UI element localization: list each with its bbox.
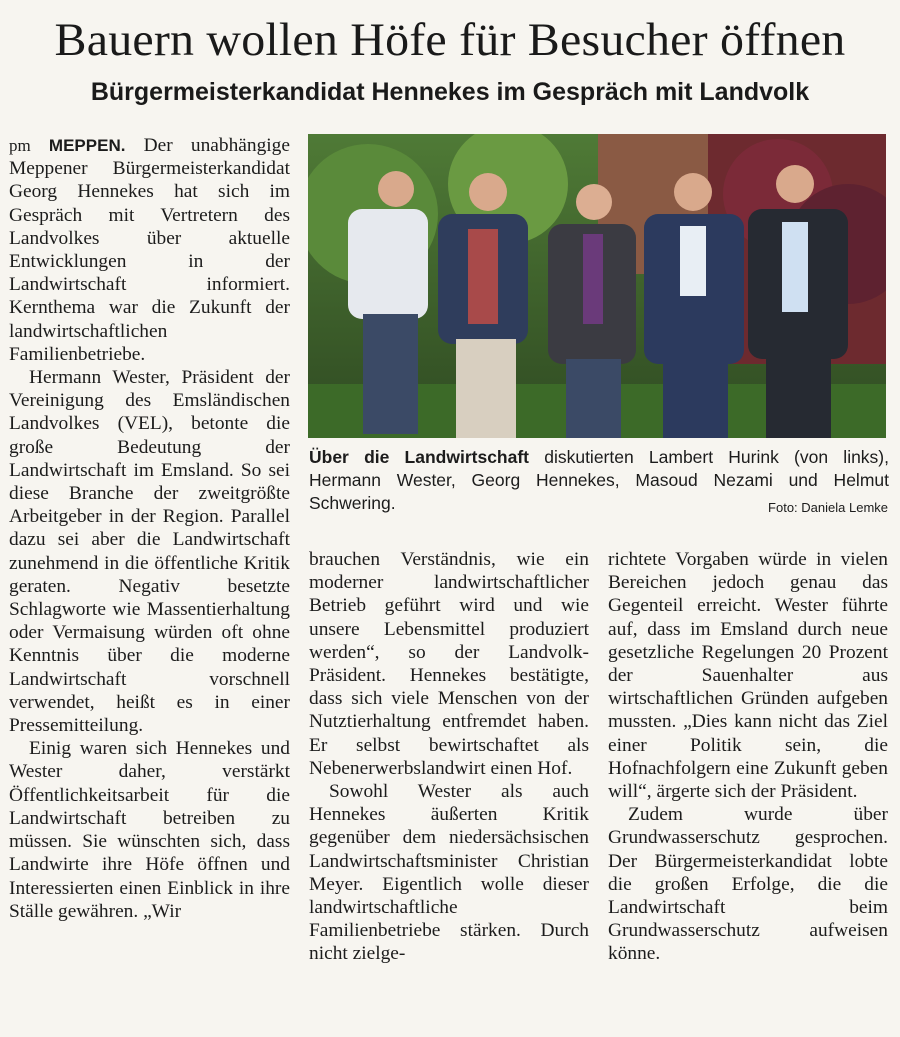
paragraph: Einig waren sich Hennekes und Wester daher, verstärkt Öffentlichkeitsarbeit für die Landwirtschaft betreiben zu müssen. Sie wünschten sich, dass Landwirte ihre Höfe öffnen und Interessierten einen Einblick in ihre Ställe gewähren. „Wir	[9, 738, 290, 922]
article-column-2	[309, 548, 589, 966]
subheadline: Bürgermeisterkandidat Hennekes im Gespräch mit Landvolk	[90, 78, 810, 106]
group-photo	[308, 134, 886, 438]
caption-text: diskutierten Lambert Hurink (von links), Hermann Wester, Georg Hennekes, Masoud Nezami und Helmut Schwering.	[309, 447, 889, 513]
paragraph	[9, 134, 290, 366]
headline: Bauern wollen Höfe für Besucher öffnen	[54, 14, 846, 66]
paragraph-text: Der unabhängige Meppener Bürgermeisterkandidat Georg Hennekes hat sich im Gespräch mit Vertretern des Landvolkes über aktuelle Entwicklungen in der Landwirtschaft informiert. Kernthema war die Zukunft der landwirtschaftlichen Familienbetriebe.	[9, 135, 290, 365]
author-initials: pm	[9, 136, 31, 155]
article-column-3	[608, 548, 888, 966]
paragraph: Hermann Wester, Präsident der Vereinigung des Emsländischen Landvolkes (VEL), betonte die große Bedeutung der Landwirtschaft im Emsland. So sei diese Branche der zweitgrößte Arbeitgeber in der Region. Parallel dazu sei aber die Landwirtschaft zunehmend in die öffentliche Kritik geraten. Negativ besetzte Schlagworte wie Massentierhaltung oder Vermaisung würden oft ohne Kenntnis über die moderne Landwirtschaft vorschnell verwendet, heißt es in einer Pressemitteilung.	[9, 367, 290, 737]
paragraph: Zudem wurde über Grundwasserschutz gesprochen. Der Bürgermeisterkandidat lobte die großen Erfolge, die die Landwirtschaft beim Grundwasserschutz aufweisen könne.	[608, 804, 888, 965]
paragraph: brauchen Verständnis, wie ein moderner landwirtschaftlicher Betrieb geführt wird und wie unsere Lebensmittel produziert werden“, so der Landvolk-Präsident. Hennekes bestätigte, dass sich viele Menschen von der Nutztierhaltung entfremdet haben. Er selbst bewirtschaftet als Nebenerwerbslandwirt einen Hof.	[309, 549, 589, 779]
paragraph: Sowohl Wester als auch Hennekes äußerten Kritik gegenüber dem niedersächsischen Landwirtschaftsminister Christian Meyer. Eigentlich wolle dieser landwirtschaftliche Familienbetriebe stärken. Durch nicht zielge-	[309, 781, 589, 965]
photo-credit: Foto: Daniela Lemke	[768, 500, 888, 515]
dateline: MEPPEN.	[48, 136, 126, 155]
paragraph: richtete Vorgaben würde in vielen Bereichen jedoch genau das Gegenteil erreicht. Wester führte auf, dass im Emsland durch neue gesetzliche Regelungen 20 Prozent der Sauenhalter aus wirtschaftlichen Gründen aufgeben mussten. „Dies kann nicht das Ziel einer Politik sein, die Hofnachfolgern eine Zukunft geben will“, ärgerte sich der Präsident.	[608, 549, 888, 803]
caption-lead: Über die Landwirtschaft	[309, 447, 530, 467]
article-column-1	[9, 134, 290, 923]
photo-illustration	[308, 134, 886, 438]
